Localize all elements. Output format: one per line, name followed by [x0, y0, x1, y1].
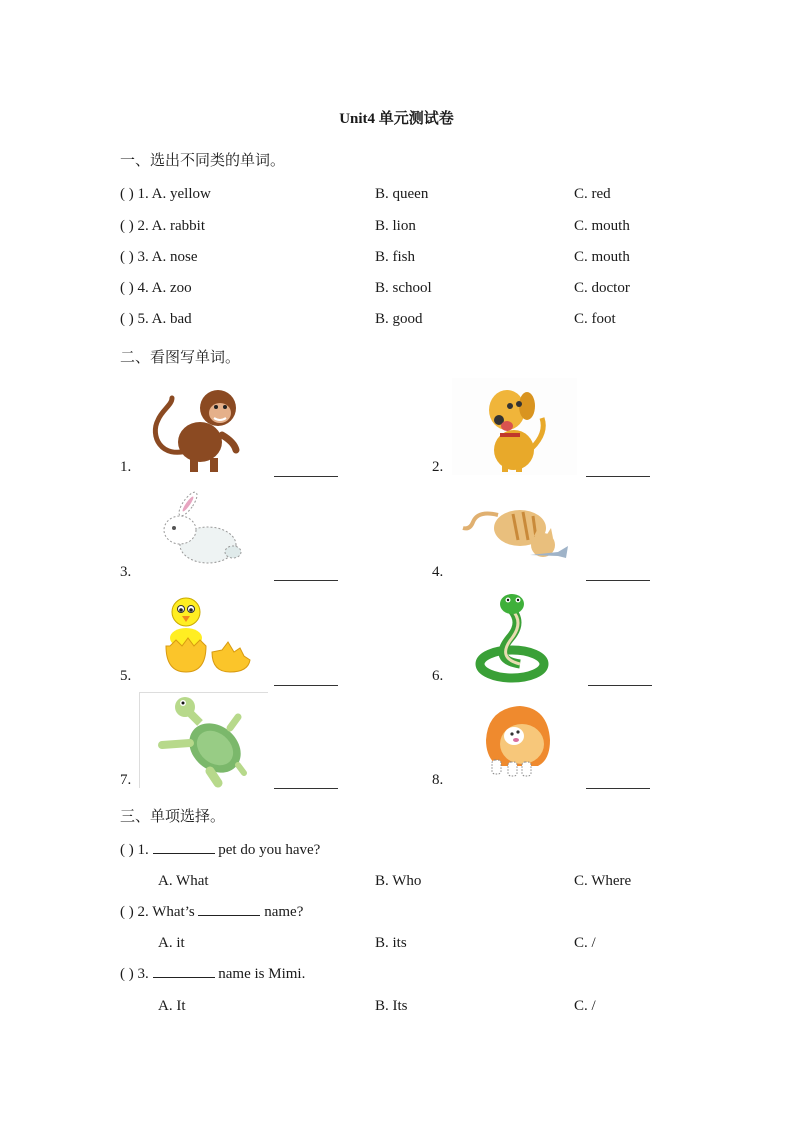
- s3-q3-blank[interactable]: [153, 976, 215, 978]
- s3-q3-a: A. It: [158, 998, 186, 1014]
- s3-q1-c: C. Where: [574, 873, 632, 889]
- s3-q2-b: B. its: [375, 935, 407, 951]
- s3-q3-after: name is Mimi.: [218, 966, 306, 982]
- s3-q3-c: C. /: [574, 998, 596, 1014]
- s3-q1-a: A. What: [158, 873, 209, 889]
- rabbit-picture: [158, 490, 248, 570]
- s1-q4-b: B. school: [375, 280, 432, 296]
- monkey-picture: [150, 380, 250, 475]
- s3-q2-after: name?: [264, 904, 304, 920]
- s2-num-8: 8.: [432, 772, 444, 788]
- answer-blank-3[interactable]: [274, 580, 338, 581]
- s3-q3-num: ( ) 3.: [120, 966, 149, 982]
- s1-q1-c: C. red: [574, 186, 611, 202]
- s1-q1-a: ( ) 1. A. yellow: [120, 186, 211, 202]
- s3-q1-stem: [120, 842, 320, 859]
- turtle-picture: [139, 692, 268, 788]
- s2-num-6: 6.: [432, 668, 444, 684]
- s2-num-1: 1.: [120, 459, 132, 475]
- s3-q3-stem: [120, 966, 305, 983]
- section1-heading: 一、选出不同类的单词。: [120, 151, 286, 169]
- answer-blank-8[interactable]: [586, 788, 650, 789]
- s1-q4-c: C. doctor: [574, 280, 630, 296]
- s2-num-4: 4.: [432, 564, 444, 580]
- s1-q5-a: ( ) 5. A. bad: [120, 311, 192, 327]
- s2-num-2: 2.: [432, 459, 444, 475]
- s3-q1-num: ( ) 1.: [120, 842, 149, 858]
- s1-q2-a: ( ) 2. A. rabbit: [120, 218, 205, 234]
- answer-blank-2[interactable]: [586, 476, 650, 477]
- answer-blank-4[interactable]: [586, 580, 650, 581]
- dog-picture: [452, 378, 577, 475]
- s3-q2-before: What’s: [152, 904, 195, 920]
- s3-q1-blank[interactable]: [153, 852, 215, 854]
- s3-q1-b: B. Who: [375, 873, 422, 889]
- answer-blank-6[interactable]: [588, 685, 652, 686]
- tiger-picture: [478, 700, 558, 780]
- s3-q2-num: ( ) 2.: [120, 904, 149, 920]
- s1-q3-b: B. fish: [375, 249, 416, 265]
- s3-q2-stem: [120, 904, 303, 921]
- page-title: Unit4 单元测试卷: [339, 111, 454, 127]
- s2-num-3: 3.: [120, 564, 132, 580]
- s3-q2-a: A. it: [158, 935, 185, 951]
- s1-q5-b: B. good: [375, 311, 423, 327]
- section3-heading: 三、单项选择。: [120, 807, 226, 825]
- snake-picture: [472, 590, 552, 685]
- s1-q2-c: C. mouth: [574, 218, 630, 234]
- answer-blank-7[interactable]: [274, 788, 338, 789]
- section2-heading: 二、看图写单词。: [120, 348, 241, 366]
- cat-picture: [458, 500, 573, 568]
- s1-q5-c: C. foot: [574, 311, 616, 327]
- s2-num-7: 7.: [120, 772, 132, 788]
- answer-blank-5[interactable]: [274, 685, 338, 686]
- s1-q1-b: B. queen: [375, 186, 429, 202]
- s1-q3-a: ( ) 3. A. nose: [120, 249, 198, 265]
- s3-q2-blank[interactable]: [198, 914, 260, 916]
- s1-q3-c: C. mouth: [574, 249, 630, 265]
- s2-num-5: 5.: [120, 668, 132, 684]
- answer-blank-1[interactable]: [274, 476, 338, 477]
- s3-q3-b: B. Its: [375, 998, 408, 1014]
- s3-q1-after: pet do you have?: [218, 842, 321, 858]
- chick-picture: [162, 596, 257, 676]
- s1-q2-b: B. lion: [375, 218, 416, 234]
- s1-q4-a: ( ) 4. A. zoo: [120, 280, 192, 296]
- s3-q2-c: C. /: [574, 935, 596, 951]
